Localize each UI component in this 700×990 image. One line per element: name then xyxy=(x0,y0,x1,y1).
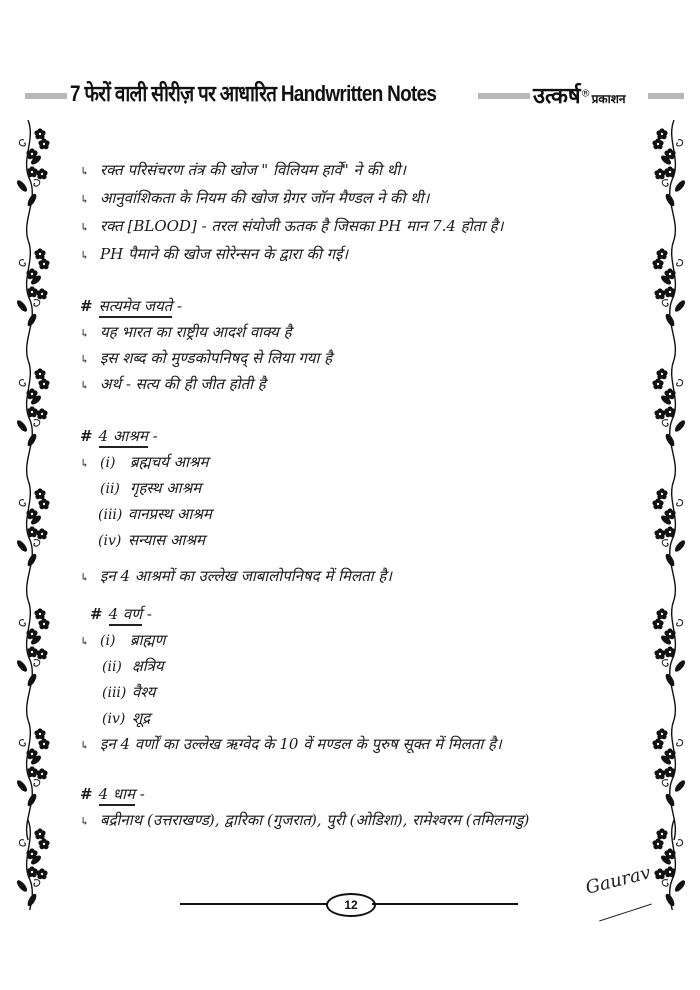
page-header xyxy=(0,78,700,114)
note-item: ↳ बद्रीनाथ (उत्तराखण्ड), द्वारिका (गुजरात), पुरी (ओडिशा), रामेश्वरम (तमिलनाडु) xyxy=(80,811,530,829)
section-heading: # सत्यमेव जयते - xyxy=(80,296,182,316)
note-item: ↳ PH पैमाने की खोज सोरेन्सन के द्वारा की गई। xyxy=(80,245,349,263)
arrow-bullet-icon: ↳ xyxy=(80,193,90,206)
arrow-bullet-icon: ↳ xyxy=(80,571,90,584)
header-rule-middle xyxy=(478,93,530,99)
section-heading: # 4 आश्रम - xyxy=(80,426,158,446)
note-item: ↳ इन 4 वर्णों का उल्लेख ऋग्वेद के 10 वें मण्डल के पुरुष सूक्त में मिलता है। xyxy=(80,735,502,753)
note-item: ↳ आनुवांशिकता के नियम की खोज ग्रेगर जॉन मैण्डल ने की थी। xyxy=(80,189,430,207)
footer-rule-right xyxy=(372,903,518,905)
floral-border-right-icon xyxy=(652,120,696,910)
author-signature: Gaurav xyxy=(583,862,653,899)
note-item: ↳ रक्त [BLOOD] - तरल संयोजी ऊतक है जिसका PH मान 7.4 होता है। xyxy=(80,217,504,235)
section-heading: # 4 वर्ण - xyxy=(90,604,152,624)
section-heading: # 4 धाम - xyxy=(80,784,145,804)
list-item: ↳ (i) ब्राह्मण xyxy=(80,631,166,649)
brand-name: उत्कर्ष xyxy=(533,84,581,109)
footer-rule-left xyxy=(180,903,328,905)
list-item: (ii) क्षत्रिय xyxy=(102,657,164,675)
page-number: 12 xyxy=(326,893,376,917)
header-rule-right xyxy=(648,93,684,99)
list-item: (iii) वानप्रस्थ आश्रम xyxy=(98,505,212,523)
list-item: (iii) वैश्य xyxy=(102,683,156,701)
list-item: (ii) गृहस्थ आश्रम xyxy=(100,479,202,497)
hash-icon: # xyxy=(90,605,103,623)
registered-mark: ® xyxy=(580,88,591,100)
list-item: (iv) सन्यास आश्रम xyxy=(98,531,205,549)
arrow-bullet-icon: ↳ xyxy=(80,221,90,234)
note-item: ↳ अर्थ - सत्य की ही जीत होती है xyxy=(80,375,266,393)
arrow-bullet-icon: ↳ xyxy=(80,379,90,392)
note-item: ↳ यह भारत का राष्ट्रीय आदर्श वाक्य है xyxy=(80,323,292,341)
list-item: ↳ (i) ब्रह्मचर्य आश्रम xyxy=(80,453,209,471)
brand-subtitle: प्रकाशन xyxy=(591,92,626,106)
hash-icon: # xyxy=(80,297,93,315)
arrow-bullet-icon: ↳ xyxy=(80,353,90,366)
hash-icon: # xyxy=(80,427,93,445)
note-item: ↳ इस शब्द को मुण्डकोपनिषद् से लिया गया है xyxy=(80,349,333,367)
signature-underline xyxy=(599,904,652,922)
page-title: 7 फेरों वाली सीरीज़ पर आधारित Handwritten Notes xyxy=(70,81,437,106)
arrow-bullet-icon: ↳ xyxy=(80,815,90,828)
list-item: (iv) शूद्र xyxy=(102,709,151,727)
arrow-bullet-icon: ↳ xyxy=(80,457,90,470)
note-item: ↳ रक्त परिसंचरण तंत्र की खोज " विलियम हार्वे" ने की थी। xyxy=(80,161,406,179)
floral-border-left-icon xyxy=(6,120,50,910)
arrow-bullet-icon: ↳ xyxy=(80,327,90,340)
arrow-bullet-icon: ↳ xyxy=(80,635,90,648)
arrow-bullet-icon: ↳ xyxy=(80,739,90,752)
hash-icon: # xyxy=(80,785,93,803)
publisher-logo xyxy=(533,80,626,110)
arrow-bullet-icon: ↳ xyxy=(80,249,90,262)
arrow-bullet-icon: ↳ xyxy=(80,165,90,178)
header-rule-left xyxy=(25,93,67,99)
note-item: ↳ इन 4 आश्रमों का उल्लेख जाबालोपनिषद में मिलता है। xyxy=(80,567,392,585)
